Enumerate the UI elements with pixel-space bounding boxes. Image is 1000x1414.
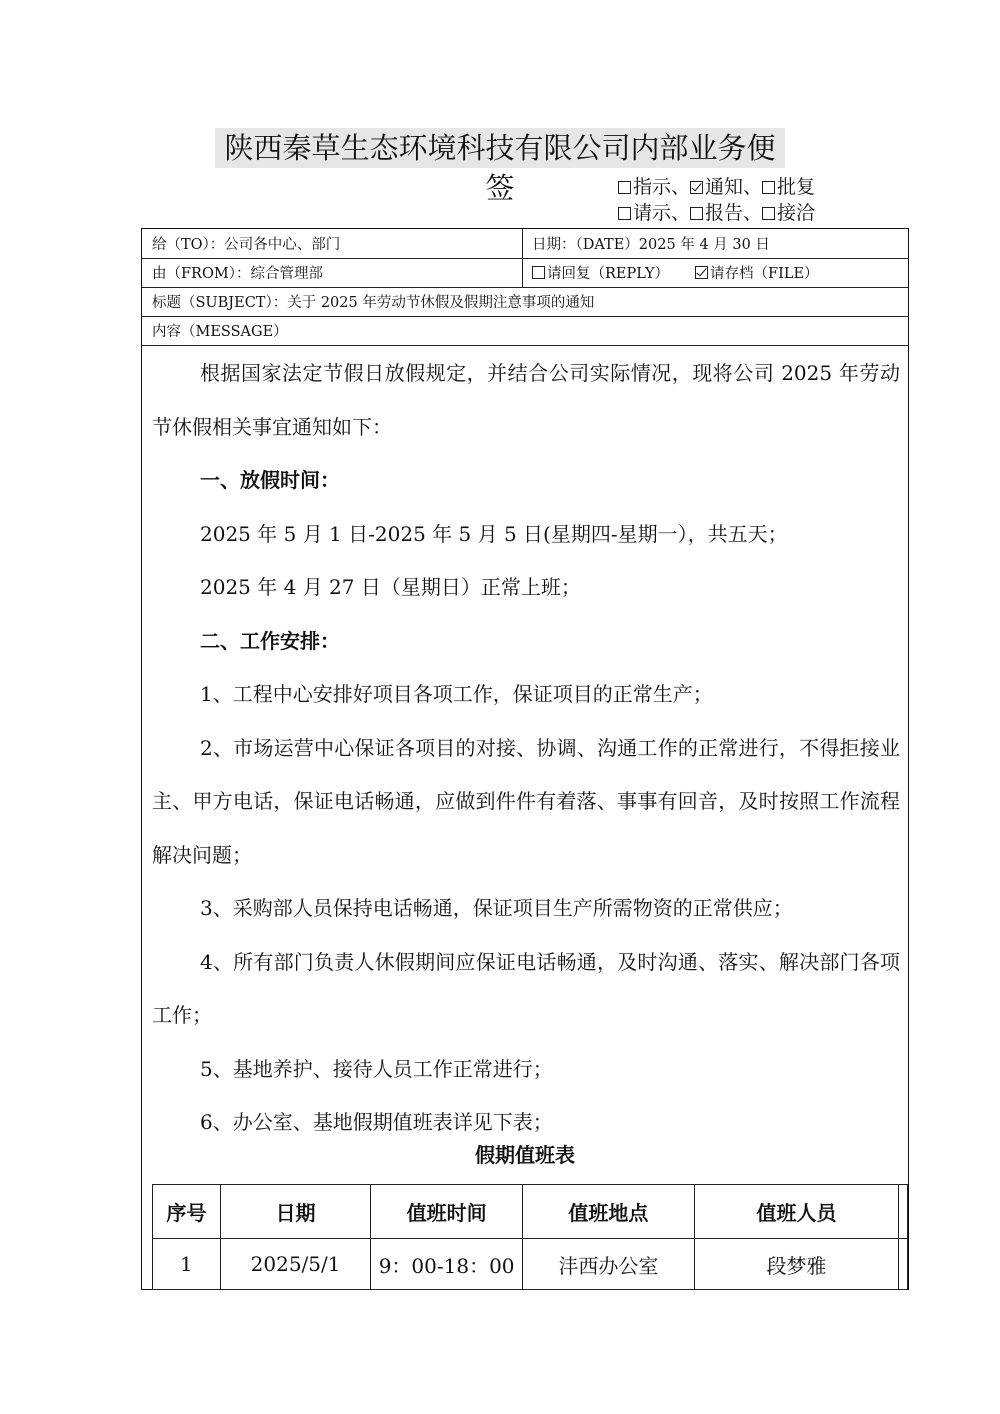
column-header-extra	[899, 1185, 908, 1239]
column-header-staff: 值班人员	[695, 1185, 899, 1239]
flag-instruction[interactable]: 指示、	[618, 176, 690, 198]
reply-label: 请回复（REPLY）	[547, 266, 670, 282]
checkbox-icon[interactable]	[618, 207, 631, 220]
table-cell: 9：00-18：00	[371, 1239, 522, 1290]
from-field: 由（FROM）：综合管理部	[152, 266, 323, 282]
checkbox-icon[interactable]	[762, 181, 775, 194]
flag-row-2	[618, 200, 815, 226]
table-cell-extra	[899, 1239, 908, 1290]
flag-contact[interactable]: 接洽	[762, 202, 815, 224]
flag-approval[interactable]: 批复	[762, 176, 815, 198]
duty-table	[152, 1184, 908, 1290]
section-heading-work: 二、工作安排：	[200, 628, 340, 653]
work-item-5: 5、基地养护、接待人员工作正常进行；	[200, 1056, 553, 1081]
intro-paragraph: 根据国家法定节假日放假规定，并结合公司实际情况，现将公司 2025 年劳动节休假相关事宜通知如下：	[152, 361, 900, 439]
checkbox-icon[interactable]	[762, 207, 775, 220]
work-item-1: 1、工程中心安排好项目各项工作，保证项目的正常生产；	[200, 682, 713, 706]
header-row-message	[142, 316, 908, 346]
table-cell: 段梦雅	[695, 1239, 899, 1290]
checkbox-icon[interactable]	[690, 207, 703, 220]
section-heading-holiday: 一、放假时间：	[200, 468, 340, 492]
table-cell: 1	[153, 1239, 221, 1290]
flag-notice[interactable]: 通知、	[690, 176, 762, 198]
document-title: 陕西秦草生态环境科技有限公司内部业务便签	[215, 128, 785, 168]
to-field: 给（TO）：公司各中心、部门	[152, 237, 341, 253]
table-cell: 沣西办公室	[522, 1239, 694, 1290]
memo-form	[141, 228, 909, 1290]
holiday-period: 2025 年 5 月 1 日-2025 年 5 月 5 日(星期四-星期一），共五天；	[200, 521, 788, 546]
reply-file-options	[522, 258, 819, 287]
work-item-3: 3、采购部人员保持电话畅通，保证项目生产所需物资的正常供应；	[200, 896, 793, 920]
document-type-flags	[618, 174, 815, 226]
duty-table-title: 假期值班表	[475, 1143, 575, 1167]
flag-row-1	[618, 174, 815, 200]
table-cell: 2025/5/1	[220, 1239, 371, 1290]
make-up-workday: 2025 年 4 月 27 日（星期日）正常上班；	[200, 575, 581, 599]
column-header-date: 日期	[220, 1185, 371, 1239]
flag-request[interactable]: 请示、	[618, 202, 690, 224]
header-row-subject	[142, 287, 908, 317]
column-header-time: 值班时间	[371, 1185, 522, 1239]
checkbox-icon[interactable]	[618, 181, 631, 194]
work-item-4: 4、所有部门负责人休假期间应保证电话畅通，及时沟通、落实、解决部门各项工作；	[152, 949, 900, 1027]
file-checked-checkbox-icon[interactable]	[695, 266, 708, 279]
reply-checkbox-icon[interactable]	[532, 266, 545, 279]
flag-report[interactable]: 报告、	[690, 202, 762, 224]
work-item-6: 6、办公室、基地假期值班表详见下表；	[200, 1110, 553, 1134]
table-header-row	[153, 1185, 908, 1239]
work-item-2: 2、市场运营中心保证各项目的对接、协调、沟通工作的正常进行，不得拒接业主、甲方电话，保证电话畅通，应做到件件有着落、事事有回音，及时按照工作流程解决问题；	[152, 735, 900, 867]
column-header-location: 值班地点	[522, 1185, 694, 1239]
subject-field: 标题（SUBJECT）：关于 2025 年劳动节休假及假期注意事项的通知	[152, 295, 595, 311]
header-row-from-options	[142, 258, 908, 288]
message-body	[152, 347, 900, 1150]
message-label: 内容（MESSAGE）	[152, 324, 288, 340]
table-row	[153, 1239, 908, 1290]
column-header-index: 序号	[153, 1185, 221, 1239]
header-row-to-date	[142, 229, 908, 259]
date-field: 日期：（DATE）2025 年 4 月 30 日	[532, 237, 770, 253]
file-label: 请存档（FILE）	[710, 266, 819, 282]
checked-checkbox-icon[interactable]	[690, 181, 703, 194]
